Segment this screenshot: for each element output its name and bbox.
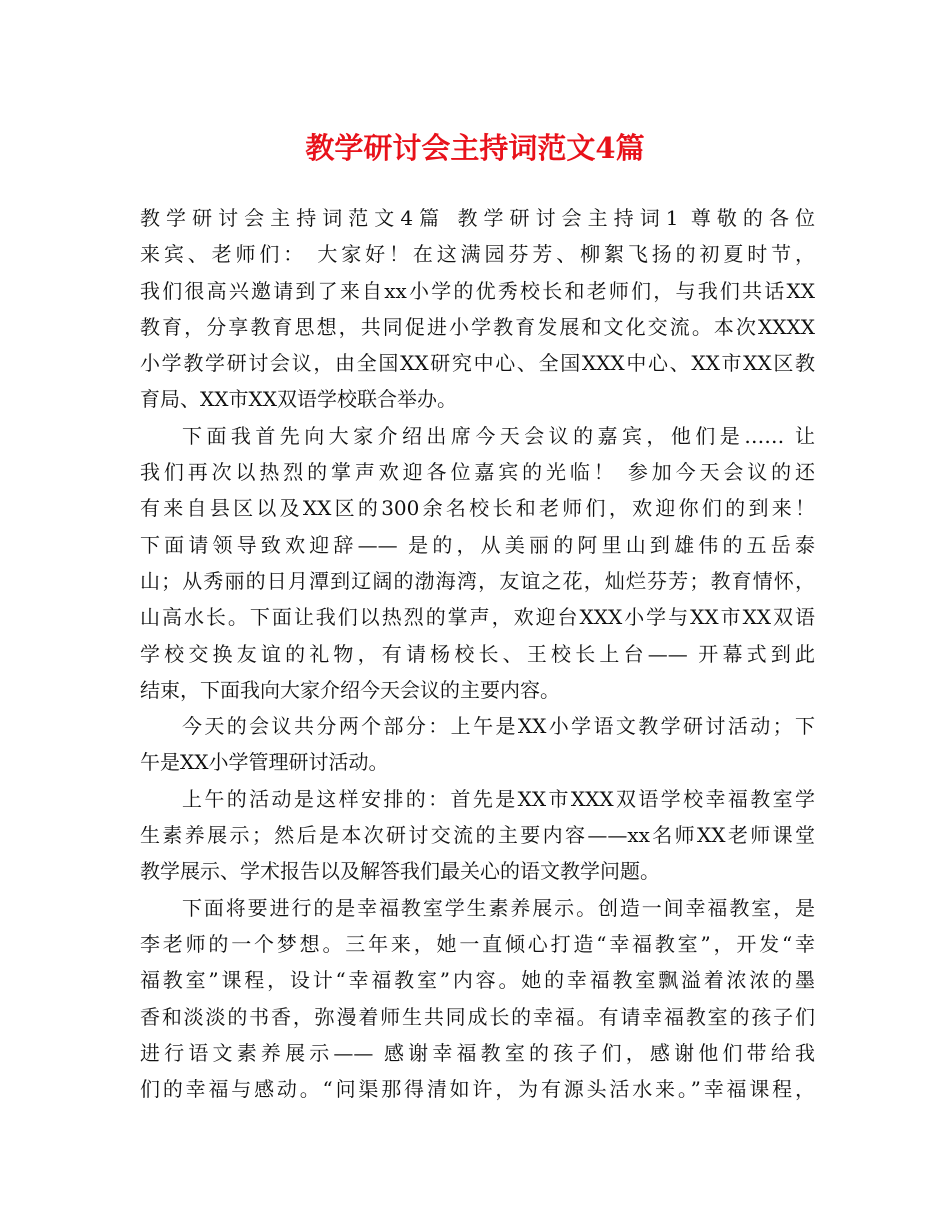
body-line: 生素养展示；然后是本次研讨交流的主要内容——xx名师XX老师课堂 <box>140 823 815 848</box>
body-line: 们的幸福与感动。“问渠那得清如许，为有源头活水来。”幸福课程， <box>140 1077 815 1102</box>
body-line: 育局、XX市XX双语学校联合举办。 <box>140 387 457 412</box>
body-line: 下面请领导致欢迎辞—— 是的，从美丽的阿里山到雄伟的五岳泰 <box>140 532 815 557</box>
body-line: 上午的活动是这样安排的：首先是XX市XXX双语学校幸福教室学 <box>182 786 815 811</box>
body-line: 有来自县区以及XX区的300余名校长和老师们，欢迎你们的到来！ <box>140 496 815 521</box>
body-line: 教学研讨会主持词范文4篇 教学研讨会主持词1 尊敬的各位 <box>140 206 815 230</box>
body-line: 小学教学研讨会议，由全国XX研究中心、全国XXX中心、XX市XX区教 <box>140 351 815 376</box>
body-line: 结束，下面我向大家介绍今天会议的主要内容。 <box>140 677 560 702</box>
body-line: 教学展示、学术报告以及解答我们最关心的语文教学问题。 <box>140 859 660 884</box>
body-line: 香和淡淡的书香，弥漫着师生共同成长的幸福。有请幸福教室的孩子们 <box>140 1004 815 1029</box>
body-line: 午是XX小学管理研讨活动。 <box>140 750 389 775</box>
body-line: 福教室”课程，设计“幸福教室”内容。她的幸福教室飘溢着浓浓的墨 <box>140 968 815 993</box>
body-line: 我们很高兴邀请到了来自xx小学的优秀校长和老师们，与我们共话XX <box>140 278 815 303</box>
body-line: 山；从秀丽的日月潭到辽阔的渤海湾，友谊之花，灿烂芬芳；教育情怀， <box>140 568 815 593</box>
body-line: 李老师的一个梦想。三年来，她一直倾心打造“幸福教室”，开发“幸 <box>140 931 815 956</box>
document-title: 教学研讨会主持词范文4篇 <box>305 131 645 165</box>
body-line: 下面将要进行的是幸福教室学生素养展示。创造一间幸福教室，是 <box>182 895 815 920</box>
body-line: 下面我首先向大家介绍出席今天会议的嘉宾，他们是…… 让 <box>182 423 815 448</box>
body-line: 教育，分享教育思想，共同促进小学教育发展和文化交流。本次XXXX <box>140 314 815 339</box>
body-line: 学校交换友谊的礼物，有请杨校长、王校长上台—— 开幕式到此 <box>140 641 815 666</box>
body-line: 进行语文素养展示—— 感谢幸福教室的孩子们，感谢他们带给我 <box>140 1040 815 1065</box>
body-line: 今天的会议共分两个部分：上午是XX小学语文教学研讨活动；下 <box>182 714 815 739</box>
body-line: 山高水长。下面让我们以热烈的掌声，欢迎台XXX小学与XX市XX双语 <box>140 605 815 630</box>
body-line: 我们再次以热烈的掌声欢迎各位嘉宾的光临！ 参加今天会议的还 <box>140 460 815 485</box>
body-line: 来宾、老师们： 大家好！在这满园芬芳、柳絮飞扬的初夏时节， <box>140 242 815 267</box>
document-body <box>140 200 815 1107</box>
